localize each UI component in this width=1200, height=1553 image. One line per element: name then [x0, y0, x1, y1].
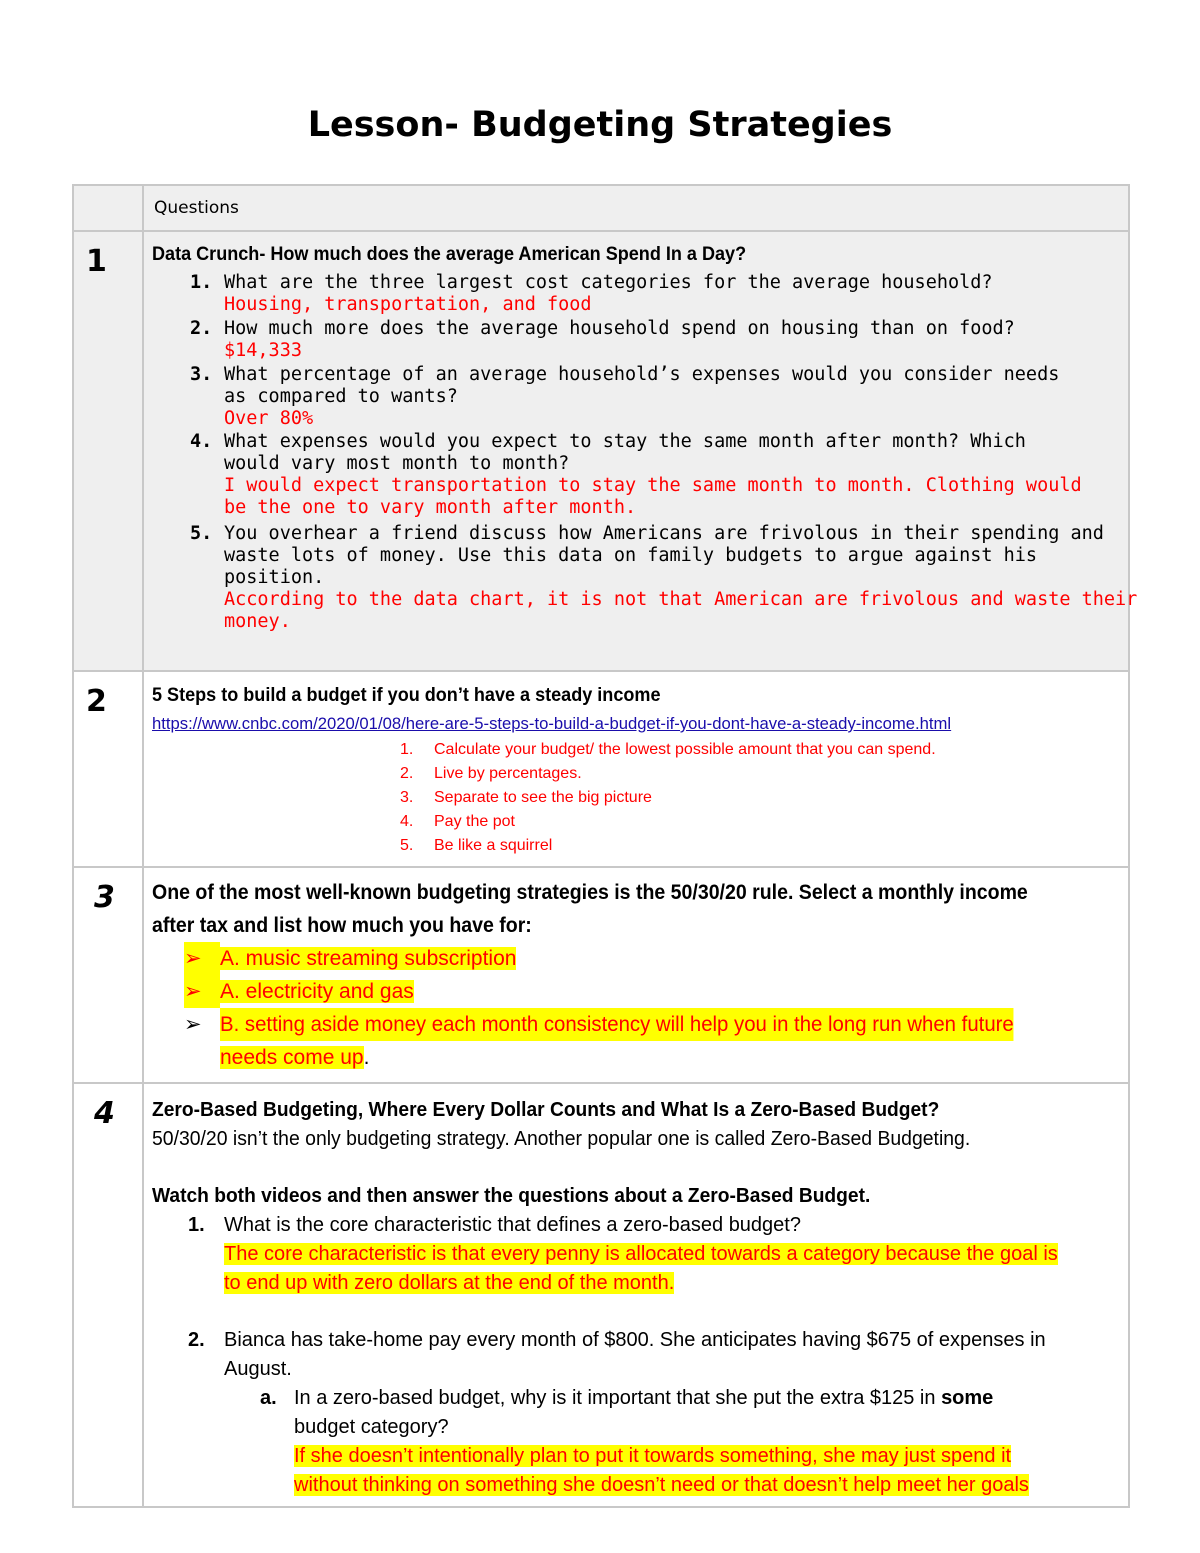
item-answer: The core characteristic is that every penny is allocated towards a category because the goal is — [224, 1243, 1058, 1265]
question-cell — [144, 672, 1128, 866]
list-item: 5. Be like a squirrel — [400, 837, 553, 854]
list-item: 3. Separate to see the big picture — [400, 789, 652, 806]
list-item — [190, 272, 993, 316]
question-cell — [144, 1084, 1128, 1506]
arrow-bullet-icon: ➢ — [184, 942, 220, 975]
lesson-table — [72, 184, 1138, 1508]
list-item: 1. Calculate your budget/ the lowest possible amount that you can spend. — [400, 741, 936, 758]
row4-intro: 50/30/20 isn’t the only budgeting strategy. Another popular one is called Zero-Based Budgeting. — [152, 1128, 971, 1150]
list-item — [190, 431, 1082, 519]
item-question: What expenses would you expect to stay the same month after month? Which — [224, 431, 1026, 452]
list-item-continuation — [220, 1041, 369, 1074]
arrow-bullet-icon: ➢ — [184, 1013, 202, 1036]
item-question: as compared to wants? — [224, 386, 458, 407]
question-row-1 — [74, 232, 1138, 672]
questions-column-header — [144, 186, 1128, 230]
item-question: You overhear a friend discuss how Americans are frivolous in their spending and — [224, 523, 1104, 544]
item-answer: to end up with zero dollars at the end of the month. — [224, 1272, 675, 1294]
table-header-row — [74, 186, 1128, 232]
list-item — [188, 1211, 801, 1240]
item-answer: Over 80% — [224, 408, 314, 429]
bullet-tail: . — [363, 1046, 370, 1069]
sub-item-question: In a zero-based budget, why is it important that she put the extra $125 in — [294, 1387, 942, 1409]
item-number: 2. — [188, 1329, 205, 1351]
question-row-4 — [74, 1084, 1128, 1506]
item-question: August. — [224, 1358, 292, 1380]
row-number: 3 — [94, 880, 115, 915]
item-number: 5. — [190, 523, 213, 544]
list-item: 4. Pay the pot — [400, 813, 515, 830]
bullet-text: B. setting aside money each month consistency will help you in the long run when future — [220, 1008, 1014, 1041]
list-item — [184, 942, 516, 975]
sub-item-letter: a. — [260, 1387, 277, 1409]
row-number: 2 — [86, 684, 107, 719]
row4-instruction: Watch both videos and then answer the questions about a Zero-Based Budget. — [152, 1185, 871, 1207]
bullet-text: A. music streaming subscription — [220, 947, 517, 970]
sub-list-item — [260, 1384, 993, 1413]
item-answer: be the one to vary month after month. — [224, 497, 637, 518]
item-question: How much more does the average household spend on housing than on food? — [224, 318, 1015, 339]
question-cell — [144, 232, 1138, 670]
item-question: waste lots of money. Use this data on family budgets to argue against his — [224, 545, 1038, 566]
item-number: 1. — [190, 272, 213, 293]
list-item — [184, 1008, 1038, 1041]
list-item: 2. Live by percentages. — [400, 765, 582, 782]
item-number: 4. — [190, 431, 213, 452]
item-answer: I would expect transportation to stay the same month to month. Clothing would — [224, 475, 1082, 496]
item-question: position. — [224, 567, 325, 588]
list-item — [188, 1326, 1046, 1355]
row-number: 4 — [94, 1096, 115, 1131]
item-number: 3. — [190, 364, 213, 385]
row1-heading: Data Crunch- How much does the average American Spend In a Day? — [152, 244, 747, 265]
bullet-text: needs come up — [220, 1046, 364, 1069]
row-number-cell — [74, 672, 144, 866]
item-answer: According to the data chart, it is not that American are frivolous and waste their — [224, 589, 1138, 610]
item-question: What are the three largest cost categories for the average household? — [224, 272, 993, 293]
item-answer: money. — [224, 611, 291, 632]
list-item — [184, 975, 414, 1008]
row2-heading: 5 Steps to build a budget if you don’t have a steady income — [152, 685, 661, 706]
sub-item-answer: If she doesn’t intentionally plan to put it towards something, she may just spend it — [294, 1445, 1012, 1467]
item-number: 2. — [190, 318, 213, 339]
sub-item-answer: without thinking on something she doesn’t need or that doesn’t help meet her goals — [294, 1474, 1029, 1496]
list-item — [190, 523, 1138, 633]
item-question: would vary most month to month? — [224, 453, 570, 474]
row3-prompt-line: after tax and list how much you have for: — [152, 914, 532, 937]
question-row-3 — [74, 868, 1128, 1084]
row4-heading: Zero-Based Budgeting, Where Every Dollar Counts and What Is a Zero-Based Budget? — [152, 1099, 940, 1121]
row-number: 1 — [86, 244, 107, 279]
list-item — [190, 318, 1015, 362]
row-number-cell — [74, 1084, 144, 1506]
sub-item-question: budget category? — [294, 1416, 449, 1438]
item-question: What percentage of an average household’s expenses would you consider needs — [224, 364, 1060, 385]
sub-item-question-emphasis: some — [941, 1387, 994, 1409]
list-item — [190, 364, 1060, 430]
item-answer: $14,333 — [224, 340, 302, 361]
cnbc-article-link[interactable]: https://www.cnbc.com/2020/01/08/here-are-5-steps-to-build-a-budget-if-you-dont-have-a-steady-income.html — [152, 714, 952, 733]
number-column-header — [74, 186, 144, 230]
row-number-cell — [74, 232, 144, 670]
questions-label: Questions — [154, 198, 239, 218]
row3-prompt-line: One of the most well-known budgeting strategies is the 50/30/20 rule. Select a monthly income — [152, 881, 1028, 904]
page-title: Lesson- Budgeting Strategies — [307, 105, 893, 145]
question-cell — [144, 868, 1128, 1082]
item-answer: Housing, transportation, and food — [224, 294, 592, 315]
bullet-text: A. electricity and gas — [220, 980, 414, 1003]
arrow-bullet-icon: ➢ — [184, 975, 220, 1008]
item-question: Bianca has take-home pay every month of $800. She anticipates having $675 of expenses in — [224, 1329, 1046, 1351]
row-number-cell — [74, 868, 144, 1082]
question-row-2 — [74, 672, 1128, 868]
item-number: 1. — [188, 1214, 205, 1236]
item-question: What is the core characteristic that defines a zero-based budget? — [224, 1214, 801, 1236]
